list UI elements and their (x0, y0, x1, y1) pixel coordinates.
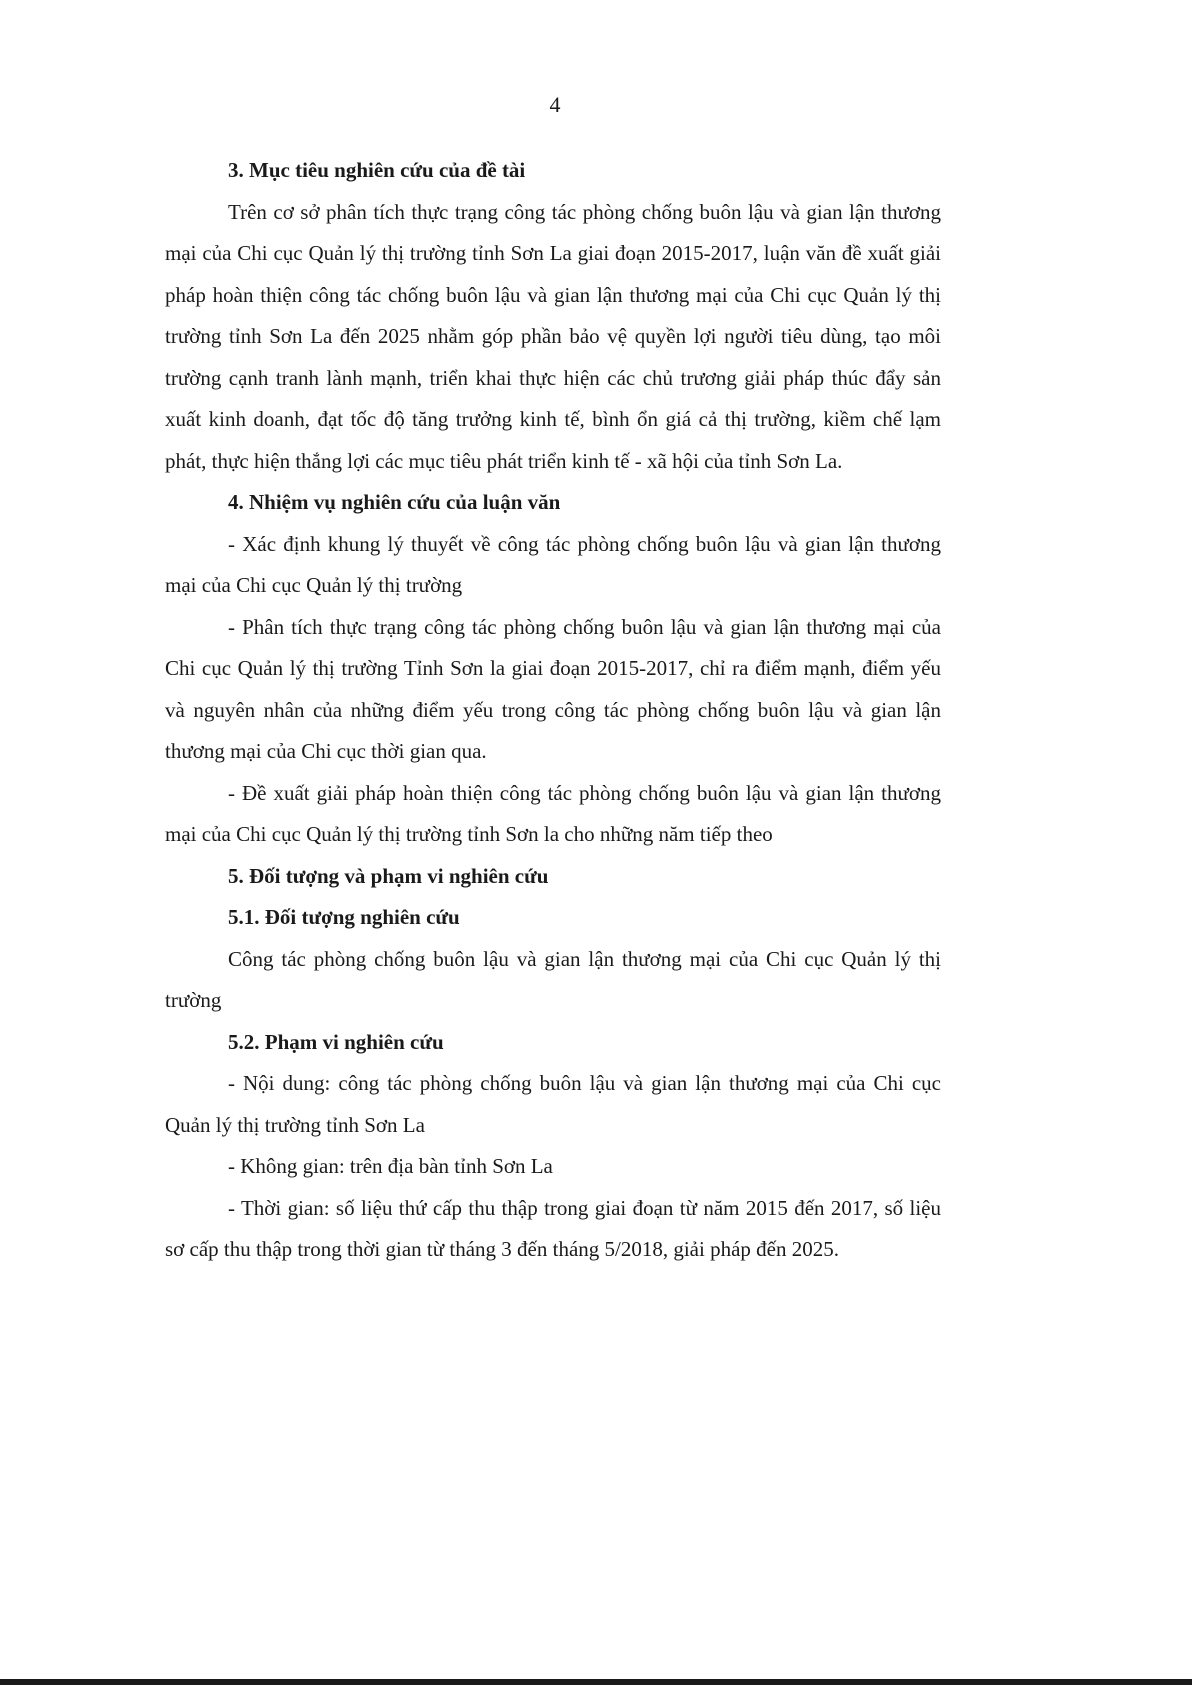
page-number: 4 (549, 92, 561, 117)
section-5-2-heading: 5.2. Phạm vi nghiên cứu (228, 1029, 444, 1054)
section-5-1-text: Công tác phòng chống buôn lậu và gian lận thương mại của Chi cục Quản lý thị trường (165, 946, 941, 1012)
section-4-item: - Phân tích thực trạng công tác phòng chống buôn lậu và gian lận thương mại của Chi cục Quản lý thị trường Tỉnh Sơn la giai đoạn 2015-2017, chỉ ra điểm mạnh, điểm yếu và nguyên nhân của những điểm yếu trong công tác phòng chống buôn lậu và gian lận thương mại của Chi cục thời gian qua. (165, 614, 941, 763)
bottom-edge-bar (0, 1679, 1192, 1685)
section-3-heading: 3. Mục tiêu nghiên cứu của đề tài (228, 158, 526, 182)
section-4-heading: 4. Nhiệm vụ nghiên cứu của luận văn (228, 490, 561, 514)
section-5-2-item: - Nội dung: công tác phòng chống buôn lậu và gian lận thương mại của Chi cục Quản lý thị trường tỉnh Sơn La (165, 1071, 941, 1137)
section-3-paragraph: Trên cơ sở phân tích thực trạng công tác phòng chống buôn lậu và gian lận thương mại của Chi cục Quản lý thị trường tỉnh Sơn La giai đoạn 2015-2017, luận văn đề xuất giải pháp hoàn thiện công tác chống buôn lậu và gian lận thương mại của Chi cục Quản lý thị trường tỉnh Sơn La đến 2025 nhằm góp phần bảo vệ quyền lợi người tiêu dùng, tạo môi trường cạnh tranh lành mạnh, triển khai thực hiện các chủ trương giải pháp thúc đẩy sản xuất kinh doanh, đạt tốc độ tăng trưởng kinh tế, bình ổn giá cả thị trường, kiềm chế lạm phát, thực hiện thắng lợi các mục tiêu phát triển kinh tế - xã hội của tỉnh Sơn La. (165, 199, 941, 473)
section-4-item: - Xác định khung lý thuyết về công tác phòng chống buôn lậu và gian lận thương mại của Chi cục Quản lý thị trường (165, 531, 941, 597)
page-content (165, 150, 941, 1271)
section-5-2-item: - Không gian: trên địa bàn tỉnh Sơn La (228, 1154, 553, 1178)
section-5-heading: 5. Đối tượng và phạm vi nghiên cứu (228, 863, 549, 888)
section-5-2-item: - Thời gian: số liệu thứ cấp thu thập trong giai đoạn từ năm 2015 đến 2017, số liệu sơ cấp thu thập trong thời gian từ tháng 3 đến tháng 5/2018, giải pháp đến 2025. (165, 1195, 941, 1261)
section-4-item: - Đề xuất giải pháp hoàn thiện công tác phòng chống buôn lậu và gian lận thương mại của Chi cục Quản lý thị trường tỉnh Sơn la cho những năm tiếp theo (165, 780, 941, 846)
section-5-1-heading: 5.1. Đối tượng nghiên cứu (228, 905, 460, 929)
